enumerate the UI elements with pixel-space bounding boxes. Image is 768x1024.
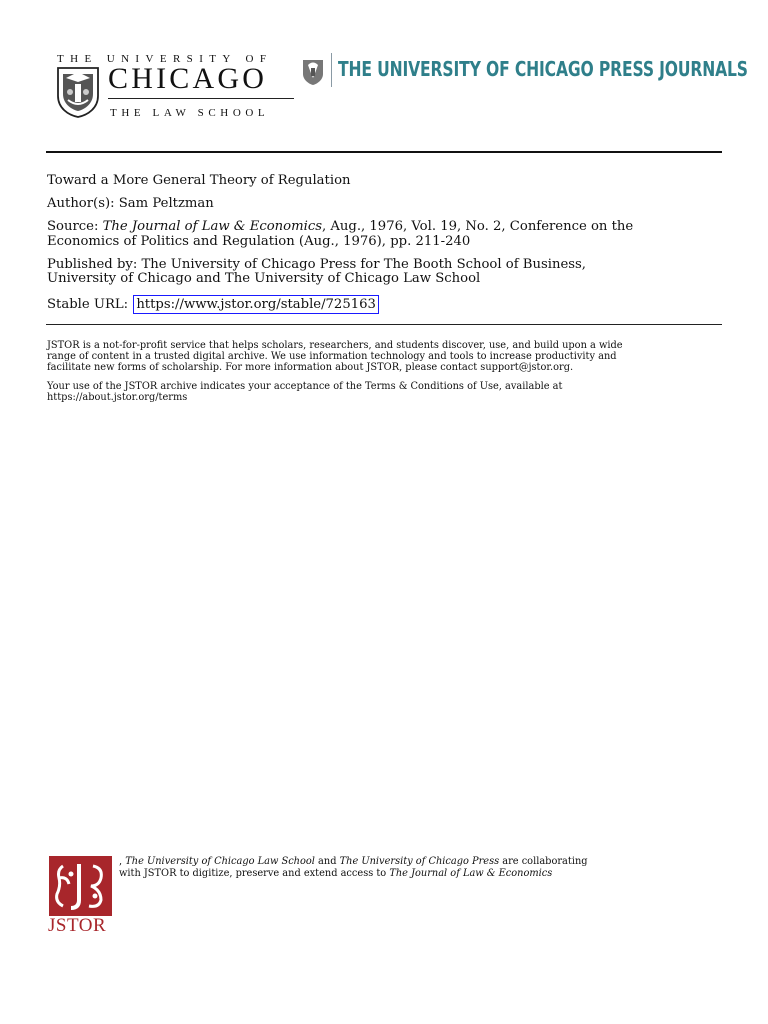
notice-line-1: JSTOR is a not-for-profit service that helps scholars, researchers, and students discover, use, and build upon a wide bbox=[47, 340, 623, 351]
published-label: Published by: bbox=[47, 257, 138, 272]
uc-logo-rule bbox=[108, 98, 294, 99]
author-label: Author(s): bbox=[47, 196, 115, 211]
source-line-2: Economics of Politics and Regulation (Aug., 1976), pp. 211-240 bbox=[47, 234, 471, 249]
source-label: Source: bbox=[47, 219, 99, 234]
author-line bbox=[47, 196, 214, 211]
jstor-logo-icon bbox=[49, 856, 112, 916]
collab-org-2: The University of Chicago Press bbox=[339, 856, 500, 867]
collab-journal: The Journal of Law & Economics bbox=[389, 868, 553, 879]
collab-rest: are collaborating bbox=[499, 856, 588, 867]
stable-url-label: Stable URL: bbox=[47, 297, 129, 312]
stable-url-link[interactable]: https://www.jstor.org/stable/725163 bbox=[133, 295, 379, 314]
uc-chicago-wordmark: CHICAGO bbox=[108, 62, 268, 95]
publisher-text: The University of Chicago Press for The Booth School of Business, bbox=[141, 257, 586, 272]
terms-line-1: Your use of the JSTOR archive indicates your acceptance of the Terms & Conditions of Use, available at bbox=[47, 381, 563, 392]
uc-top-line: THE UNIVERSITY OF bbox=[57, 53, 273, 65]
journal-name: The Journal of Law & Economics bbox=[102, 219, 322, 234]
collaboration-line-2 bbox=[119, 868, 552, 880]
publisher-line-1 bbox=[47, 257, 586, 272]
press-divider bbox=[331, 53, 332, 87]
university-crest-icon bbox=[56, 66, 100, 118]
collaboration-line-1 bbox=[119, 856, 588, 868]
article-title: Toward a More General Theory of Regulation bbox=[47, 173, 351, 188]
terms-link[interactable]: https://about.jstor.org/terms bbox=[47, 392, 188, 403]
press-phoenix-icon bbox=[299, 56, 327, 86]
metadata-rule bbox=[46, 324, 722, 325]
publisher-line-2: University of Chicago and The University of Chicago Law School bbox=[47, 271, 481, 286]
notice-line-2: range of content in a trusted digital archive. We use information technology and tools to increase productivity and bbox=[47, 351, 617, 362]
notice-line-3: facilitate new forms of scholarship. For more information about JSTOR, please contact support@jstor.org. bbox=[47, 362, 574, 373]
author-name: Sam Peltzman bbox=[118, 196, 214, 211]
collab-and: and bbox=[314, 856, 340, 867]
source-line-1 bbox=[47, 219, 633, 234]
header-rule bbox=[46, 151, 722, 153]
uc-law-school: THE LAW SCHOOL bbox=[110, 107, 270, 119]
collab-org-1: The University of Chicago Law School bbox=[125, 856, 315, 867]
jstor-wordmark: JSTOR bbox=[48, 915, 107, 936]
source-details: , Aug., 1976, Vol. 19, No. 2, Conference on the bbox=[322, 219, 634, 234]
stable-url-line bbox=[47, 295, 379, 314]
collab-line2-text: with JSTOR to digitize, preserve and extend access to bbox=[119, 868, 390, 879]
collab-lead: , bbox=[119, 856, 126, 867]
press-journals-wordmark: THE UNIVERSITY OF CHICAGO PRESS JOURNALS bbox=[338, 57, 748, 81]
